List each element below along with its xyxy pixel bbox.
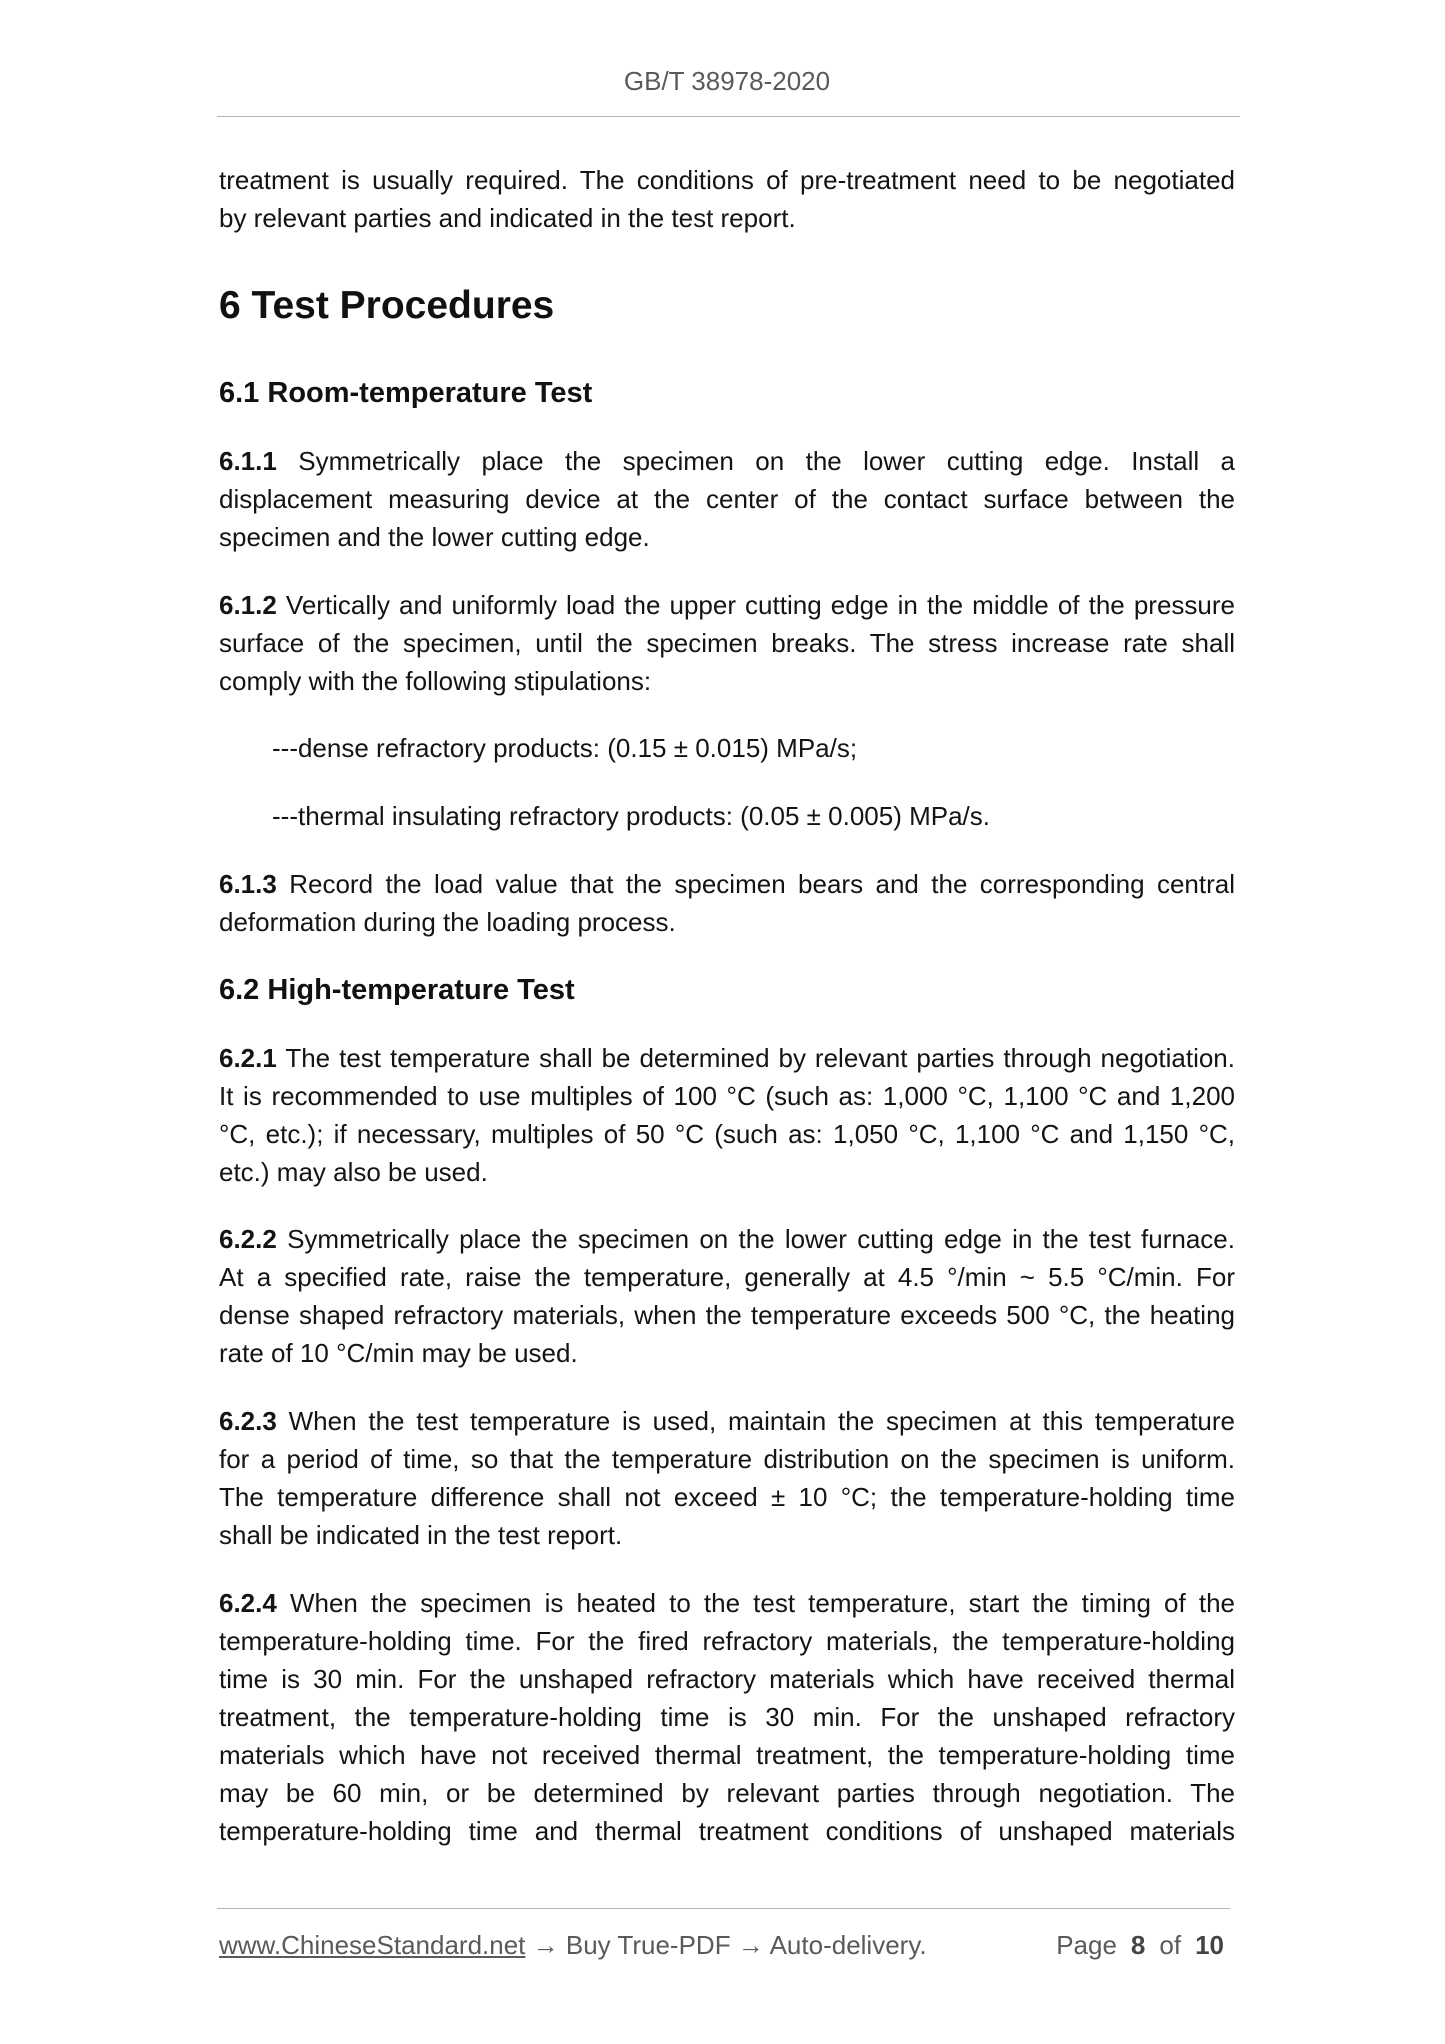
paragraph-line [219,865,1235,903]
paragraph-line: displacement measuring device at the center of the contact surface between the [219,483,1235,514]
paragraph-line: etc.) may also be used. [219,1156,488,1187]
clause-text: Symmetrically place the specimen on the lower cutting edge. Install a [298,445,1235,476]
clause-text: When the test temperature is used, maintain the specimen at this temperature [288,1406,1235,1437]
paragraph-line: temperature-holding time and thermal treatment conditions of unshaped materials [219,1815,1235,1846]
section-heading: 6 Test Procedures [219,284,555,327]
paragraph-line [219,442,1235,480]
paragraph-line: deformation during the loading process. [219,906,676,937]
clause-number: 6.2.3 [219,1406,277,1437]
paragraph-line: The temperature difference shall not exceed ± 10 °C; the temperature-holding time [219,1482,1235,1513]
page-label: Page [1056,1930,1117,1960]
paragraph-line: It is recommended to use multiples of 100 °C (such as: 1,000 °C, 1,100 °C and 1,200 [219,1080,1235,1111]
clause-text: Symmetrically place the specimen on the lower cutting edge in the test furnace. [287,1224,1235,1255]
subsection-heading: 6.1 Room-temperature Test [219,377,593,409]
paragraph-line: °C, etc.); if necessary, multiples of 50 °C (such as: 1,050 °C, 1,100 °C and 1,150 °C, [219,1118,1235,1149]
list-item: ---thermal insulating refractory products: (0.05 ± 0.005) MPa/s. [272,801,990,832]
paragraph-line: comply with the following stipulations: [219,665,652,696]
clause-6-1-2 [219,586,1235,700]
page-number: 8 [1130,1930,1146,1960]
header-rule [217,116,1240,117]
paragraph-line: materials which have not received thermal treatment, the temperature-holding time [219,1739,1235,1770]
subsection-heading: 6.2 High-temperature Test [219,973,575,1006]
footer-tagline: → Buy True-PDF → Auto-delivery. [532,1930,927,1960]
clause-number: 6.1.2 [219,589,277,620]
clause-6-2-2 [219,1220,1235,1372]
clause-number: 6.2.1 [219,1042,277,1073]
clause-number: 6.2.2 [219,1224,277,1255]
list-item: ---dense refractory products: (0.15 ± 0.015) MPa/s; [272,733,858,764]
clause-text: Vertically and uniformly load the upper cutting edge in the middle of the pressure [285,589,1235,620]
clause-6-2-4 [219,1584,1235,1850]
paragraph-line [219,1220,1235,1258]
document-number-header: GB/T 38978-2020 [623,66,831,96]
paragraph-line [219,586,1235,624]
paragraph-line: by relevant parties and indicated in the test report. [219,203,796,233]
paragraph-line: surface of the specimen, until the specimen breaks. The stress increase rate shall [219,627,1235,658]
page-body [219,161,1235,1850]
paragraph-line: may be 60 min, or be determined by relevant parties through negotiation. The [219,1777,1235,1808]
paragraph-line: temperature-holding time. For the fired refractory materials, the temperature-holding [219,1625,1235,1656]
website-link[interactable]: www.ChineseStandard.net [219,1930,526,1960]
paragraph-line: shall be indicated in the test report. [219,1520,623,1551]
paragraph-line: treatment, the temperature-holding time is 30 min. For the unshaped refractory [219,1701,1235,1732]
clause-text: Record the load value that the specimen bears and the corresponding central [289,868,1235,899]
clause-number: 6.1.1 [219,445,277,476]
paragraph-line [219,1402,1235,1440]
paragraph-line: for a period of time, so that the temperature distribution on the specimen is uniform. [219,1444,1235,1475]
clause-6-2-1 [219,1039,1235,1191]
page-total: 10 [1195,1930,1224,1960]
paragraph-line [219,1039,1235,1077]
paragraph-line [219,1584,1235,1622]
clause-6-1-3 [219,865,1235,941]
of-label: of [1159,1930,1182,1960]
clause-number: 6.2.4 [219,1587,277,1618]
clause-6-2-3 [219,1402,1235,1554]
paragraph-line: treatment is usually required. The conditions of pre-treatment need to be negotiated [219,165,1235,195]
paragraph-line: specimen and the lower cutting edge. [219,521,650,552]
paragraph-line: dense shaped refractory materials, when the temperature exceeds 500 °C, the heating [219,1300,1235,1331]
intro-paragraph [219,161,1235,237]
paragraph-line: At a specified rate, raise the temperature, generally at 4.5 °/min ~ 5.5 °C/min. For [219,1262,1235,1293]
paragraph-line: rate of 10 °C/min may be used. [219,1338,578,1369]
footer-rule [217,1908,1230,1909]
clause-6-1-1 [219,442,1235,556]
page-footer [219,1926,1224,1964]
footer-promo [219,1926,927,1964]
page-indicator [1056,1926,1224,1964]
paragraph-line: time is 30 min. For the unshaped refractory materials which have received thermal [219,1663,1235,1694]
clause-text: When the specimen is heated to the test temperature, start the timing of the [289,1587,1235,1618]
clause-number: 6.1.3 [219,868,277,899]
clause-text: The test temperature shall be determined by relevant parties through negotiation. [285,1042,1235,1073]
